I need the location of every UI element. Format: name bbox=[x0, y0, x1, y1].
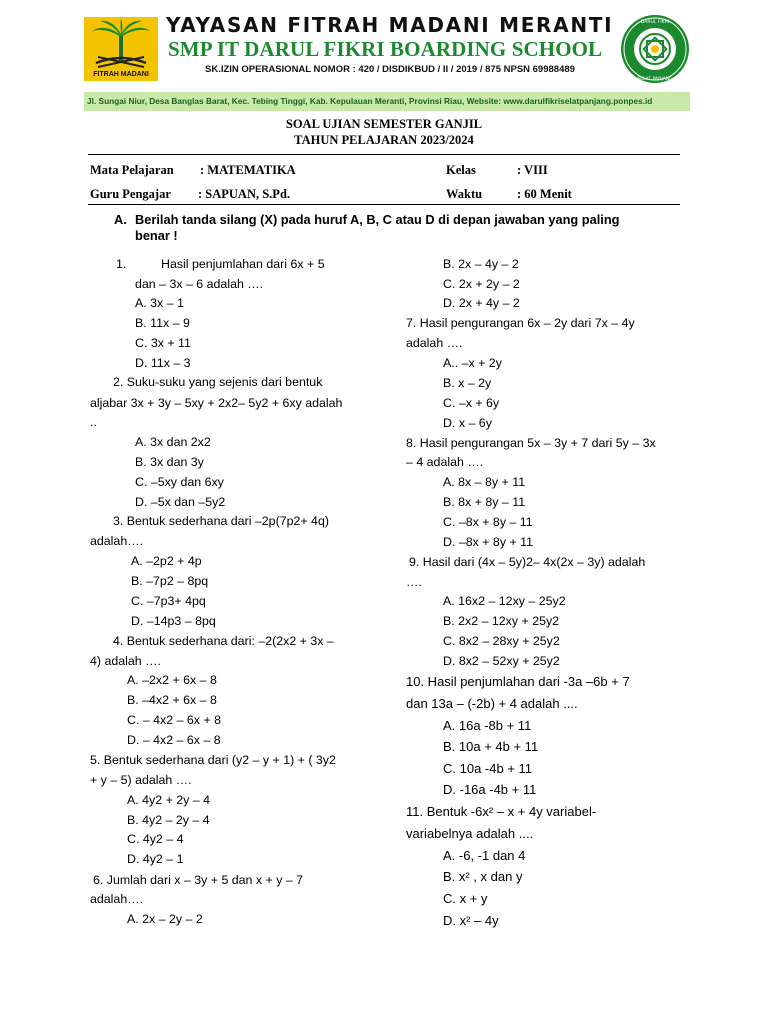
answer-option: C. –5xy dan 6xy bbox=[135, 475, 224, 489]
answer-option: A. 3x – 1 bbox=[135, 296, 184, 310]
question-text: 11. Bentuk -6x² – x + 4y variabel- bbox=[406, 804, 597, 819]
answer-option: C. 4y2 – 4 bbox=[127, 832, 184, 846]
class-value: : VIII bbox=[517, 163, 548, 177]
answer-option: A. -6, -1 dan 4 bbox=[443, 848, 526, 863]
answer-option: A. –2x2 + 6x – 8 bbox=[127, 673, 217, 687]
answer-option: B. –7p2 – 8pq bbox=[131, 574, 209, 588]
divider bbox=[88, 154, 680, 155]
question-text: .. bbox=[90, 415, 97, 429]
subject-value: : MATEMATIKA bbox=[200, 163, 296, 177]
answer-option: D. 4y2 – 1 bbox=[127, 852, 184, 866]
instruction-text: Berilah tanda silang (X) pada huruf A, B, C atau D di depan jawaban yang paling benar ! bbox=[135, 212, 620, 243]
foundation-name: YAYASAN FITRAH MADANI MERANTI bbox=[166, 13, 614, 37]
question-number: 1. bbox=[116, 257, 127, 271]
answer-option: C. 8x2 – 28xy + 25y2 bbox=[443, 634, 560, 648]
logo-caption: FITRAH MADANI bbox=[93, 71, 149, 78]
answer-option: B. –4x2 + 6x – 8 bbox=[127, 693, 217, 707]
foundation-logo bbox=[84, 17, 158, 81]
question-text: adalah …. bbox=[406, 336, 463, 350]
svg-text:DARUL FIKRI: DARUL FIKRI bbox=[640, 20, 670, 25]
answer-option: D. – 4x2 – 6x – 8 bbox=[127, 733, 221, 747]
answer-option: D. –14p3 – 8pq bbox=[131, 614, 216, 628]
answer-option: C. 2x + 2y – 2 bbox=[443, 277, 520, 291]
academic-year: TAHUN PELAJARAN 2023/2024 bbox=[294, 133, 474, 147]
answer-option: D. x² – 4y bbox=[443, 913, 499, 928]
answer-option: D. 2x + 4y – 2 bbox=[443, 296, 520, 310]
address-bar bbox=[84, 92, 690, 111]
question-text: variabelnya adalah .... bbox=[406, 826, 534, 841]
question-text: 2. Suku-suku yang sejenis dari bentuk bbox=[113, 375, 323, 389]
question-text: …. bbox=[406, 575, 422, 589]
answer-option: B. 11x – 9 bbox=[135, 316, 190, 330]
answer-option: C. –7p3+ 4pq bbox=[131, 594, 206, 608]
answer-option: A. 8x – 8y + 11 bbox=[443, 475, 526, 489]
answer-option: D. -16a -4b + 11 bbox=[443, 782, 537, 797]
question-text: Hasil penjumlahan dari 6x + 5 bbox=[161, 257, 325, 271]
time-label: Waktu bbox=[446, 187, 483, 201]
teacher-label: Guru Pengajar bbox=[90, 187, 171, 201]
answer-option: A. 2x – 2y – 2 bbox=[127, 912, 203, 926]
subject-label: Mata Pelajaran bbox=[90, 163, 174, 177]
answer-option: B. 4y2 – 2y – 4 bbox=[127, 813, 210, 827]
permit-number: SK.IZIN OPERASIONAL NOMOR : 420 / DISDIKBUD / II / 2019 / 875 NPSN 69988489 bbox=[205, 64, 575, 75]
question-text: – 4 adalah …. bbox=[406, 455, 484, 469]
answer-option: B. 3x dan 3y bbox=[135, 455, 204, 469]
section-letter: A. bbox=[114, 212, 127, 227]
section-instruction bbox=[114, 212, 654, 244]
time-value: : 60 Menit bbox=[517, 187, 572, 201]
class-label: Kelas bbox=[446, 163, 476, 177]
answer-option: D. –8x + 8y + 11 bbox=[443, 535, 534, 549]
question-text: 5. Bentuk sederhana dari (y2 – y + 1) + ( 3y2 bbox=[90, 753, 336, 767]
answer-option: D. x – 6y bbox=[443, 416, 492, 430]
answer-option: C. –8x + 8y – 11 bbox=[443, 515, 533, 529]
svg-text:SELAT PANJANG: SELAT PANJANG bbox=[637, 77, 673, 82]
answer-option: A. –2p2 + 4p bbox=[131, 554, 202, 568]
question-text: dan – 3x – 6 adalah …. bbox=[135, 277, 264, 291]
answer-option: A. 16a -8b + 11 bbox=[443, 718, 532, 733]
answer-option: A. 4y2 + 2y – 4 bbox=[127, 793, 211, 807]
question-text: 7. Hasil pengurangan 6x – 2y dari 7x – 4y bbox=[406, 316, 635, 330]
answer-option: C. 3x + 11 bbox=[135, 336, 191, 350]
exam-title: SOAL UJIAN SEMESTER GANJIL bbox=[285, 117, 483, 131]
answer-option: D. 11x – 3 bbox=[135, 356, 191, 370]
answer-option: A. 3x dan 2x2 bbox=[135, 435, 211, 449]
question-text: 3. Bentuk sederhana dari –2p(7p2+ 4q) bbox=[113, 514, 329, 528]
answer-option: B. x – 2y bbox=[443, 376, 492, 390]
answer-option: B. 10a + 4b + 11 bbox=[443, 739, 539, 754]
answer-option: D. 8x2 – 52xy + 25y2 bbox=[443, 654, 560, 668]
divider bbox=[88, 204, 680, 205]
question-text: 6. Jumlah dari x – 3y + 5 dan x + y – 7 bbox=[93, 873, 304, 887]
school-address: Jl. Sungai Niur, Desa Banglas Barat, Kec. Tebing Tinggi, Kab. Kepulauan Meranti, Provinsi Riau, Website: www.darulfikriselatpanjang.ponpes.id bbox=[87, 96, 653, 106]
answer-option: C. 10a -4b + 11 bbox=[443, 761, 533, 776]
answer-option: D. –5x dan –5y2 bbox=[135, 495, 226, 509]
question-text: dan 13a – (-2b) + 4 adalah .... bbox=[406, 696, 578, 711]
answer-option: C. – 4x2 – 6x + 8 bbox=[127, 713, 222, 727]
answer-option: B. 2x – 4y – 2 bbox=[443, 257, 519, 271]
question-text: adalah…. bbox=[90, 534, 144, 548]
school-seal bbox=[620, 14, 690, 84]
question-text: 10. Hasil penjumlahan dari -3a –6b + 7 bbox=[406, 674, 630, 689]
answer-option: C. x + y bbox=[443, 891, 488, 906]
teacher-value: : SAPUAN, S.Pd. bbox=[198, 187, 291, 201]
question-text: 4) adalah …. bbox=[90, 654, 161, 668]
question-text: aljabar 3x + 3y – 5xy + 2x2– 5y2 + 6xy adalah bbox=[90, 396, 343, 410]
school-name: SMP IT DARUL FIKRI BOARDING SCHOOL bbox=[168, 37, 603, 61]
answer-option: C. –x + 6y bbox=[443, 396, 500, 410]
answer-option: B. 2x2 – 12xy + 25y2 bbox=[443, 614, 560, 628]
question-text: adalah…. bbox=[90, 892, 144, 906]
answer-option: B. 8x + 8y – 11 bbox=[443, 495, 526, 509]
answer-option: A.. –x + 2y bbox=[443, 356, 502, 370]
question-text: 8. Hasil pengurangan 5x – 3y + 7 dari 5y – 3x bbox=[406, 436, 656, 450]
question-text: 4. Bentuk sederhana dari: –2(2x2 + 3x – bbox=[113, 634, 334, 648]
school-seal-icon bbox=[620, 14, 690, 84]
answer-option: A. 16x2 – 12xy – 25y2 bbox=[443, 594, 566, 608]
answer-option: B. x² , x dan y bbox=[443, 869, 523, 884]
question-text: 9. Hasil dari (4x – 5y)2– 4x(2x – 3y) adalah bbox=[409, 555, 646, 569]
question-text: + y – 5) adalah …. bbox=[90, 773, 192, 787]
